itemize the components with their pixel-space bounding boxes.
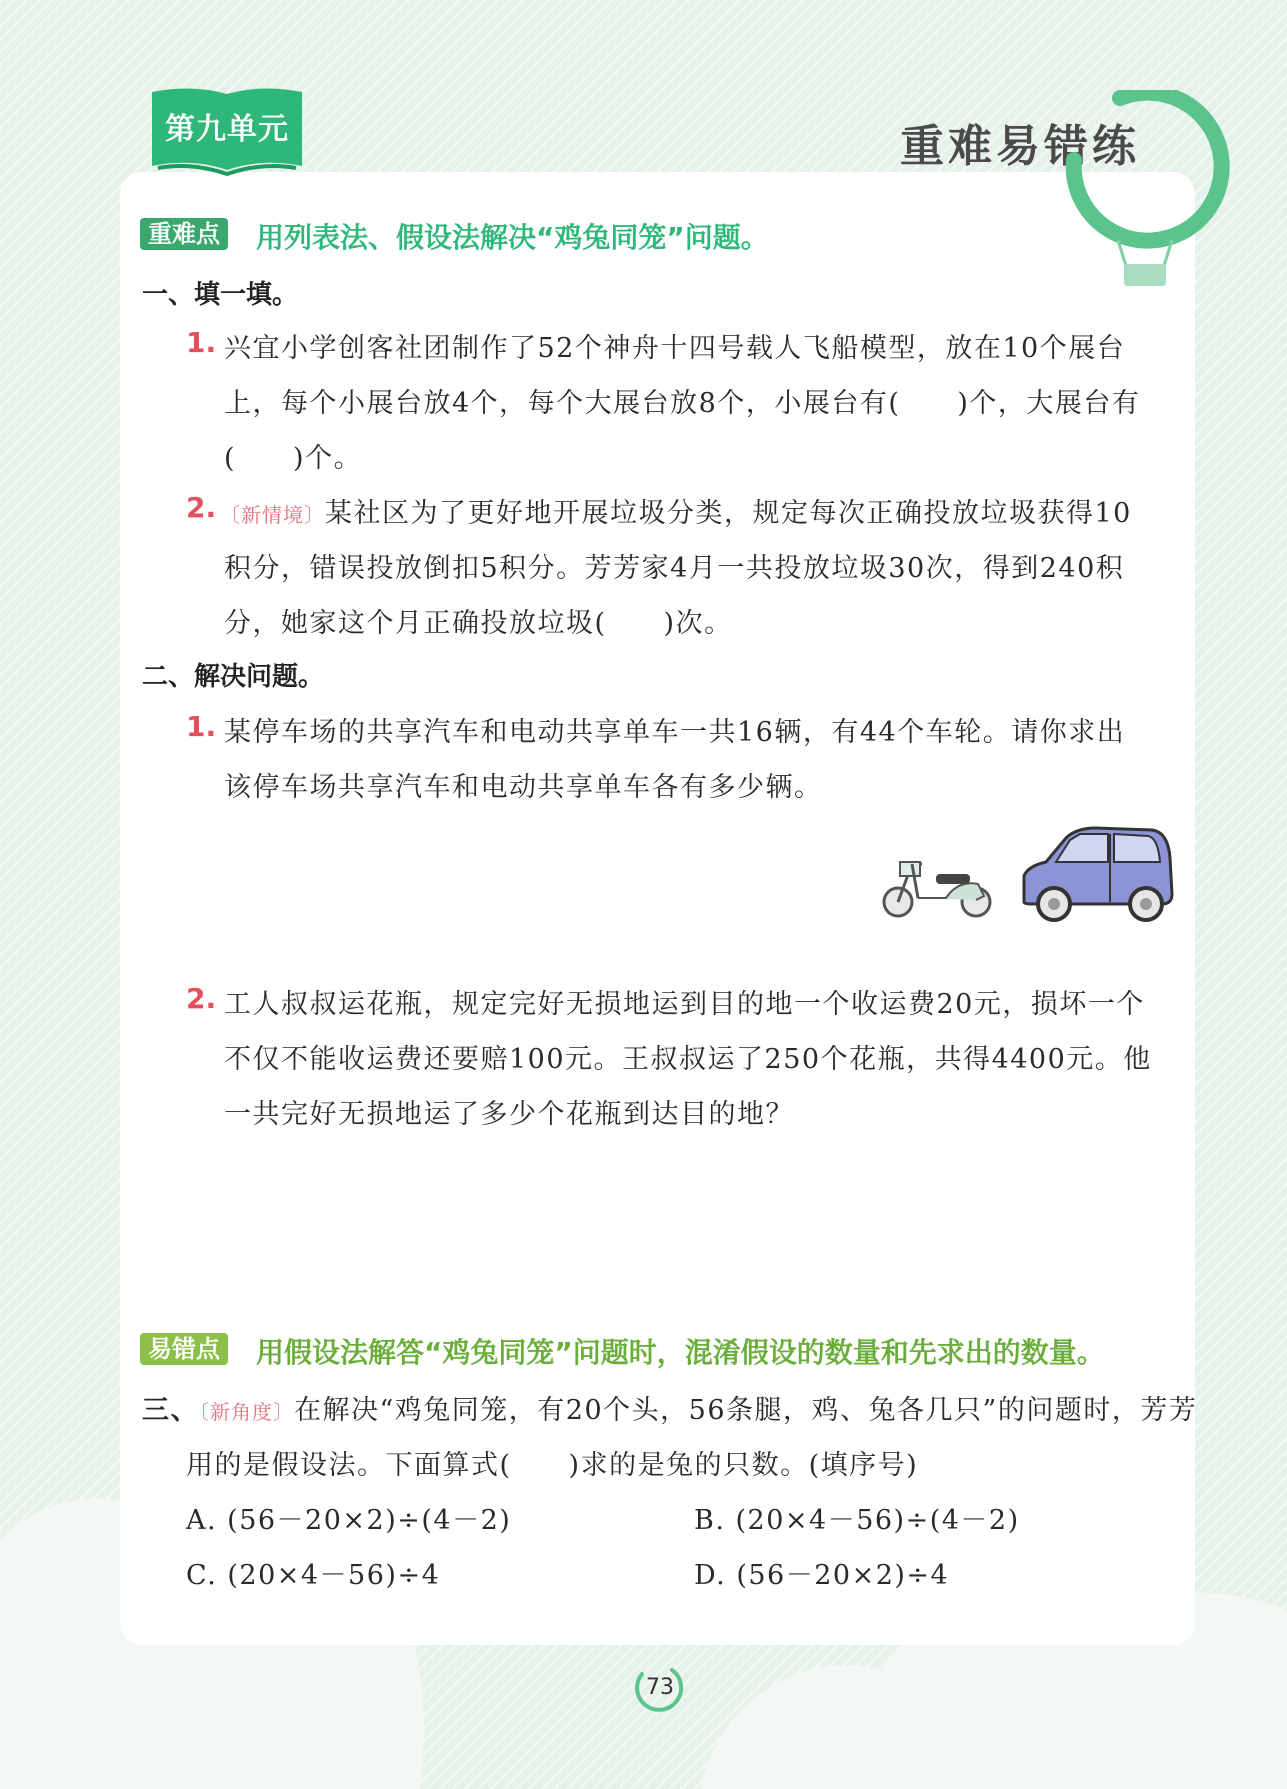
question-number: 2. [186,491,217,524]
question-text: 用的是假设法。下面算式( )求的是兔的只数。(填序号) [186,1450,919,1481]
question-text: 一共完好无损地运了多少个花瓶到达目的地？ [224,1099,794,1130]
unit-label: 第九单元 [165,112,289,147]
part2-heading: 二、解决问题。 [142,662,325,692]
question-text: 上，每个小展台放4个，每个大展台放8个，小展台有( )个，大展台有 [224,388,1141,419]
key-point-text: 用列表法、假设法解决“鸡兔同笼”问题。 [256,221,769,254]
page-number: 73 [646,1675,674,1700]
question-text-line: 某社区为了更好地开展垃圾分类，规定每次正确投放垃圾获得10 [325,498,1132,529]
part3-prefix: 三、 [142,1395,199,1426]
question-text: 不仅不能收运费还要赔100元。王叔叔运了250个花瓶，共得4400元。他 [224,1044,1152,1075]
key-point-tag: 重难点 [140,218,228,250]
option-b: B. (20×4－56)÷(4－2) [694,1505,1020,1536]
question-text: 该停车场共享汽车和电动共享单车各有多少辆。 [224,772,823,803]
section-title: 重难易错练 [900,121,1140,172]
question-text [142,1388,1197,1427]
question-text: 分，她家这个月正确投放垃圾( )次。 [224,608,733,639]
question-number: 1. [186,326,217,359]
option-d: D. (56－20×2)÷4 [694,1560,950,1591]
electric-scooter-icon [878,840,998,920]
context-label: 〔新角度〕 [199,1400,294,1424]
question-text [220,491,1132,530]
context-label: 〔新情境〕 [220,503,325,527]
question-text: ( )个。 [224,443,363,474]
question-text: 某停车场的共享汽车和电动共享单车一共16辆，有44个车轮。请你求出 [224,717,1126,748]
question-number: 2. [186,982,217,1015]
question-text-line: 在解决“鸡兔同笼，有20个头，56条腿，鸡、兔各几只”的问题时，芳芳 [294,1395,1198,1426]
balloon-icon [1060,90,1240,310]
error-point-tag: 易错点 [140,1333,228,1365]
error-point-text: 用假设法解答“鸡兔同笼”问题时，混淆假设的数量和先求出的数量。 [256,1336,1105,1369]
question-text: 工人叔叔运花瓶，规定完好无损地运到目的地一个收运费20元，损坏一个 [224,989,1145,1020]
option-a: A. (56－20×2)÷(4－2) [186,1505,512,1536]
question-number: 1. [186,710,217,743]
part1-heading: 一、填一填。 [142,280,299,310]
option-c: C. (20×4－56)÷4 [186,1560,441,1591]
question-text: 兴宜小学创客社团制作了52个神舟十四号载人飞船模型，放在10个展台 [224,333,1126,364]
car-icon [1016,824,1176,924]
question-text: 积分，错误投放倒扣5积分。芳芳家4月一共投放垃圾30次，得到240积 [224,553,1125,584]
